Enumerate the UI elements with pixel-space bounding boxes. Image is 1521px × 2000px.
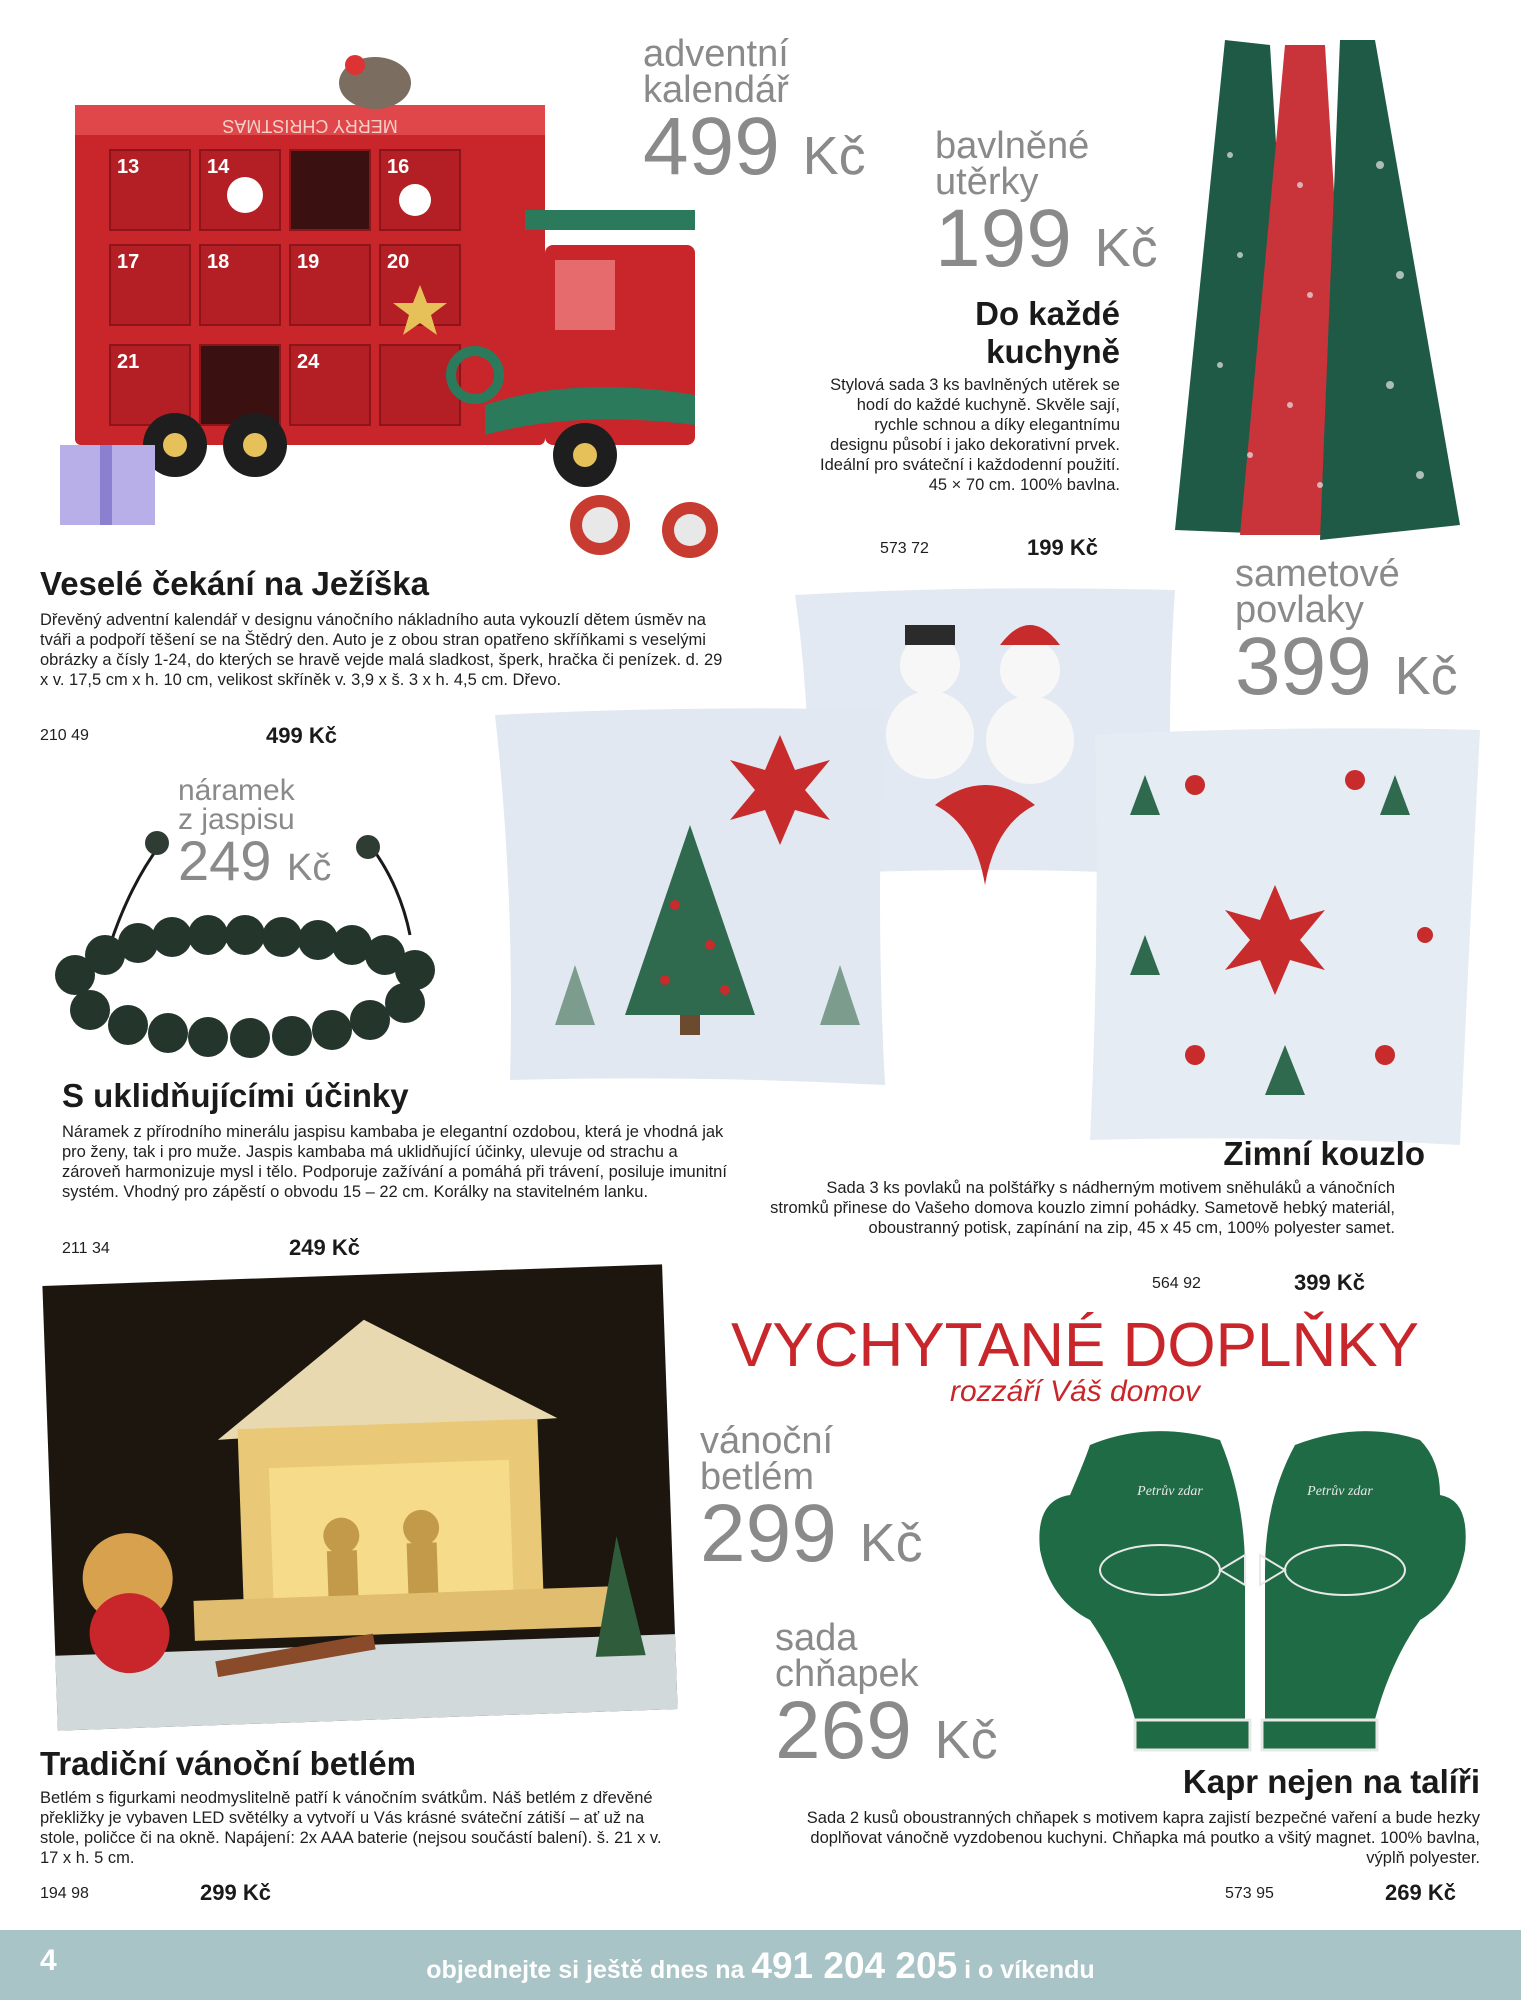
towels-price: 199 Kč: [1027, 535, 1098, 560]
nativity-heading: Tradiční vánoční betlém: [40, 1745, 416, 1782]
bracelet-tag-line: z jaspisu: [178, 802, 295, 836]
mitts-image: [1030, 1420, 1480, 1775]
bracelet-price-tag: [178, 774, 332, 892]
pillows-tag-line: povlaky: [1235, 589, 1364, 632]
towels-image: [1170, 35, 1470, 545]
bracelet-code: 211 34: [62, 1240, 110, 1257]
calendar-description: Dřevěný adventní kalendář v designu vánočního nákladního auta vykouzlí dětem úsměv na tváři a podpoří těšení se na Štědrý den. Auto je z obou stran opatřeno skříňkami s veselými obrázky a čísly 1-24, do kterých se hravě vejde malá sladkost, šperk, hračka či penízek. d. 29 x v. 17,5 cm x h. 10 cm, velikost skříněk v. 3,9 x š. 3 x h. 4,5 cm. Dřevo.: [40, 611, 723, 689]
drawer-number: 14: [207, 156, 230, 178]
towels-heading: [820, 295, 1120, 371]
towels-description: Stylová sada 3 ks bavlněných utěrek se hodí do každé kuchyně. Skvěle sají, rychle schnou a díky elegantnímu designu působí i jako dekorativní prvek. Ideální pro sváteční i každodenní použití. 45 × 70 cm. 100% bavlna.: [820, 376, 1120, 494]
drawer-number: 20: [387, 251, 410, 273]
drawer-number: 19: [297, 251, 320, 273]
pillows-code: 564 92: [1152, 1275, 1201, 1292]
mitts-tag-currency: Kč: [934, 1710, 998, 1771]
nativity-price: 299 Kč: [200, 1880, 271, 1905]
mitts-heading: Kapr nejen na talíři: [1182, 1763, 1480, 1800]
order-footer: [0, 1930, 1521, 2000]
drawer-number: 24: [297, 351, 320, 373]
mitts-tag-price: 269: [775, 1685, 912, 1777]
towels-heading-line: kuchyně: [986, 333, 1120, 370]
section-title: VYCHYTANÉ DOPLŇKY: [731, 1311, 1419, 1380]
nativity-price-tag: [700, 1420, 923, 1580]
bracelet-tag-line: náramek: [178, 774, 295, 807]
mitts-code: 573 95: [1225, 1885, 1274, 1902]
calendar-heading: Veselé čekání na Ježíška: [40, 565, 429, 602]
mitts-description: Sada 2 kusů oboustranných chňapek s motivem kapra zajistí bezpečné vaření a bude hezky doplňovat vánočně vyzdobenou kuchyni. Chňapka má poutko a všitý magnet. 100% bavlna, výplň polyester.: [806, 1809, 1480, 1867]
towels-tag-line: utěrky: [935, 161, 1039, 204]
footer-post: i o víkendu: [964, 1956, 1095, 1984]
bracelet-tag-currency: Kč: [287, 847, 332, 889]
mitt-lettering: Petrův zdar: [1307, 1484, 1373, 1499]
calendar-tag-price: 499: [643, 101, 780, 193]
mitts-price: 269 Kč: [1385, 1880, 1456, 1905]
nativity-tag-currency: Kč: [859, 1513, 923, 1574]
pillows-description: Sada 3 ks povlaků na polštářky s nádherným motivem sněhuláků a vánočních stromků přinese do Vašeho domova kouzlo zimní pohádky. Sametově hebký materiál, oboustranný potisk, zapínání na zip, 45 x 45 cm, 100% polyester samet.: [770, 1179, 1395, 1237]
nativity-tag-line: vánoční: [700, 1420, 834, 1462]
drawer-number: 18: [207, 251, 230, 273]
truck-lettering: MERRY CHRISTMAS: [222, 116, 398, 136]
nativity-tag-line: betlém: [700, 1456, 815, 1499]
pillows-heading: Zimní kouzlo: [1223, 1135, 1425, 1172]
nativity-image: [32, 1254, 688, 1741]
drawer-number: 21: [117, 351, 140, 373]
calendar-tag-line: kalendář: [643, 69, 789, 112]
nativity-description: Betlém s figurkami neodmyslitelně patří k vánočním svátkům. Náš betlém z dřevěné překližky je vybaven LED světélky a vytvoří u Vás krásné sváteční zátiší – ať už na stole, poličce či na okně. Napájení: 2x AAA baterie (nejsou součástí balení). š. 21 x v. 17 x h. 5 cm.: [40, 1789, 662, 1867]
drawer-number: 13: [117, 156, 140, 178]
bracelet-description: Náramek z přírodního minerálu jaspisu kambaba je elegantní ozdobou, která je vhodná jak pro ženy, tak i pro muže. Jaspis kambaba má uklidňující účinky, ulevuje od strachu a zároveň harmonizuje mysl i tělo. Podporuje zažívání a pomáhá při trávení, posiluje imunitní systém. Vhodný pro zápěstí o obvodu 15 – 22 cm. Korálky na stavitelném lanku.: [62, 1123, 727, 1201]
drawer-number: 17: [117, 251, 140, 273]
calendar-price: 499 Kč: [266, 723, 337, 748]
calendar-tag-line: adventní: [643, 33, 789, 75]
towels-heading-line: Do každé: [975, 295, 1120, 332]
phone-number[interactable]: 491 204 205: [751, 1945, 958, 1986]
towels-tag-line: bavlněné: [935, 125, 1090, 167]
towels-price-tag: [935, 125, 1158, 285]
towels-tag-price: 199: [935, 193, 1072, 285]
mitts-price-tag: [775, 1617, 998, 1777]
pillows-tag-currency: Kč: [1394, 646, 1458, 707]
nativity-tag-price: 299: [700, 1488, 837, 1580]
bracelet-price: 249 Kč: [289, 1235, 360, 1260]
page-number: 4: [40, 1944, 57, 1977]
section-subtitle: rozzáří Váš domov: [949, 1375, 1201, 1408]
advent-calendar-image: [55, 45, 735, 565]
mitts-tag-line: sada: [775, 1617, 858, 1659]
calendar-price-tag: [643, 33, 866, 193]
mitts-tag-line: chňapek: [775, 1653, 919, 1696]
towels-tag-currency: Kč: [1094, 218, 1158, 279]
calendar-tag-currency: Kč: [802, 126, 866, 187]
nativity-code: 194 98: [40, 1885, 89, 1902]
calendar-code: 210 49: [40, 727, 89, 744]
drawer-number: 16: [387, 156, 410, 178]
footer-pre: objednejte si ještě dnes na: [426, 1956, 745, 1984]
pillows-tag-price: 399: [1235, 621, 1372, 713]
mitt-lettering: Petrův zdar: [1137, 1484, 1203, 1499]
footer-text: [0, 1945, 1521, 1987]
towels-code: 573 72: [880, 540, 929, 557]
bracelet-heading: S uklidňujícími účinky: [62, 1077, 409, 1114]
pillows-price-tag: [1235, 553, 1458, 713]
bracelet-tag-price: 249: [178, 829, 272, 892]
pillows-tag-line: sametové: [1235, 553, 1400, 595]
pillows-price: 399 Kč: [1294, 1270, 1365, 1295]
